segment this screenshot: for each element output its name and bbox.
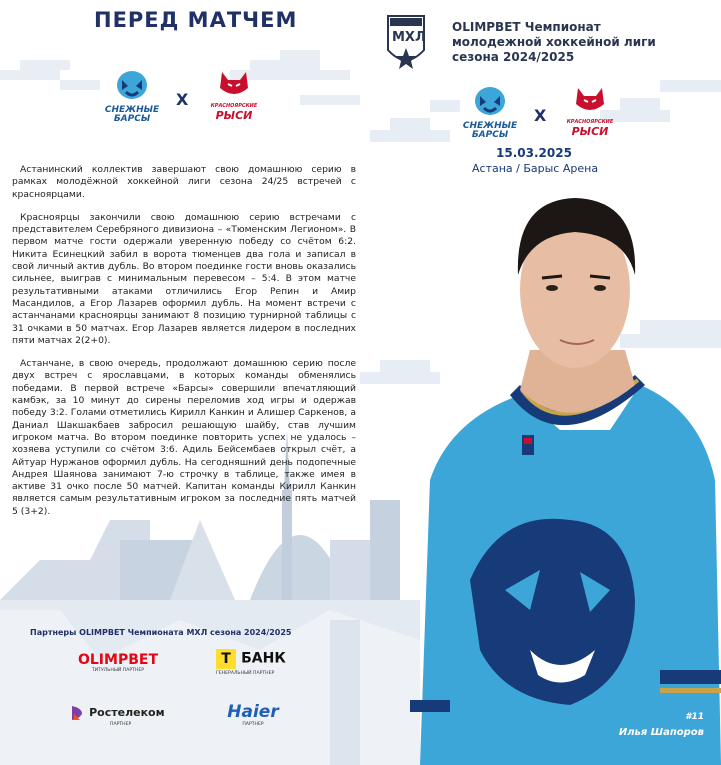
league-name <box>452 20 656 65</box>
page-title: ПЕРЕД МАТЧЕМ <box>94 8 298 32</box>
match-venue: Астана / Барыс Арена <box>472 162 599 175</box>
league-line-1: OLIMPBET Чемпионат <box>452 20 601 34</box>
partners-title: Партнеры OLIMPBET Чемпионата МХЛ сезона 2024/2025 <box>30 628 292 637</box>
snow-leopard-icon <box>100 68 164 102</box>
olimpbet-logo: OLIMPBET <box>77 652 158 668</box>
partner-haier <box>218 702 288 727</box>
away-team-logo <box>204 68 264 120</box>
partner-role: ГЕНЕРАЛЬНЫЙ ПАРТНЕР <box>216 670 275 676</box>
tbank-logo: БАНК <box>241 650 286 667</box>
partner-role: ПАРТНЕР <box>110 721 132 727</box>
player-name: Илья Шапоров <box>618 727 704 738</box>
vs-label-right: X <box>534 106 547 125</box>
partner-tbank <box>216 648 296 676</box>
player-number: #11 <box>685 712 704 722</box>
partner-rostelecom <box>70 702 180 727</box>
partner-olimpbet <box>68 652 168 673</box>
match-date: 15.03.2025 <box>496 146 572 160</box>
rostelecom-icon <box>70 704 84 722</box>
away-team-name: РЫСИ <box>215 109 253 122</box>
vs-label-left: X <box>176 90 189 109</box>
mhl-logo-text: МХЛ <box>392 30 426 45</box>
snow-leopard-icon <box>458 84 522 118</box>
lynx-icon <box>204 68 264 98</box>
home-team-name-line2: БАРСЫ <box>471 130 509 140</box>
home-team-name-line1: СНЕЖНЫЕ <box>462 121 518 131</box>
article-paragraph: Красноярцы закончили свою домашнюю серию встречами с представителем Серебряного дивизиона – «Тюменским Легионом». В первом матче гости одержали уверенную победу со счётом 6:2. Никита Есинецкий забил в ворота тюменцев два гола и записал в свой личный актив дубль. Во втором поединке гости вновь оказались сильнее, выиграв с минимальным перевесом – 5:4. В этом матче результативными атаками отличились Егор Репин и Амир Масандилов, а Егор Лазарев оформил дубль. На момент встречи с астанчанами красноярцы занимают 8 позицию турнирной таблицы с 31 очками в 50 матчах. Егор Лазарев является лидером в последних пяти матчах 2(2+0). <box>12 211 356 346</box>
home-team-name-line1: СНЕЖНЫЕ <box>104 105 160 115</box>
tbank-icon: Т <box>216 649 236 669</box>
rostelecom-logo: Ростелеком <box>89 706 165 719</box>
home-team-logo-right <box>458 84 522 140</box>
haier-logo: Haier <box>227 702 279 722</box>
partner-role: ТИТУЛЬНЫЙ ПАРТНЕР <box>91 668 145 673</box>
mhl-logo <box>386 14 426 72</box>
partner-role: ПАРТНЕР <box>242 722 264 727</box>
away-team-logo-right <box>560 84 620 136</box>
home-team-logo <box>100 68 164 124</box>
home-team-name-line2: БАРСЫ <box>113 114 151 124</box>
away-team-small: КРАСНОЯРСКИЕ <box>566 119 614 125</box>
player-photo <box>410 180 721 765</box>
league-line-3: сезона 2024/2025 <box>452 50 575 64</box>
article-body <box>12 164 356 529</box>
article-paragraph: Астанинский коллектив завершают свою домашнюю серию в рамках молодёжной хоккейной лиги сезона 24/25 встречей с красноярцами. <box>12 164 356 200</box>
away-team-name: РЫСИ <box>571 125 609 138</box>
away-team-small: КРАСНОЯРСКИЕ <box>210 103 258 109</box>
league-line-2: молодежной хоккейной лиги <box>452 35 656 49</box>
lynx-icon <box>560 84 620 114</box>
article-paragraph: Астанчане, в свою очередь, продолжают домашнюю серию после двух встреч с ярославцами, в которых команды обменялись победами. В первой встрече «Барсы» совершили впечатляющий камбэк, за 10 минут до сирены переломив ход игры и одержав победу 3:2. Голами отметились Кирилл Канкин и Алишер Саркенов, а Даниал Шакшакбаев забросил решающую шайбу, став лучшим игроком матча. Во втором поединке повторить успех не удалось – хозяева уступили со счётом 3:6. Адиль Бейсембаев открыл счёт, а Айтуар Нуржанов оформил дубль. На сегодняшний день подопечные Андрея Шаянова занимают 7-ю строчку в таблице, также имея в активе 31 очко после 50 матчей. Капитан команды Кирилл Канкин является самым результативным игроком за последние пять матчей 5 (3+2). <box>12 358 356 517</box>
